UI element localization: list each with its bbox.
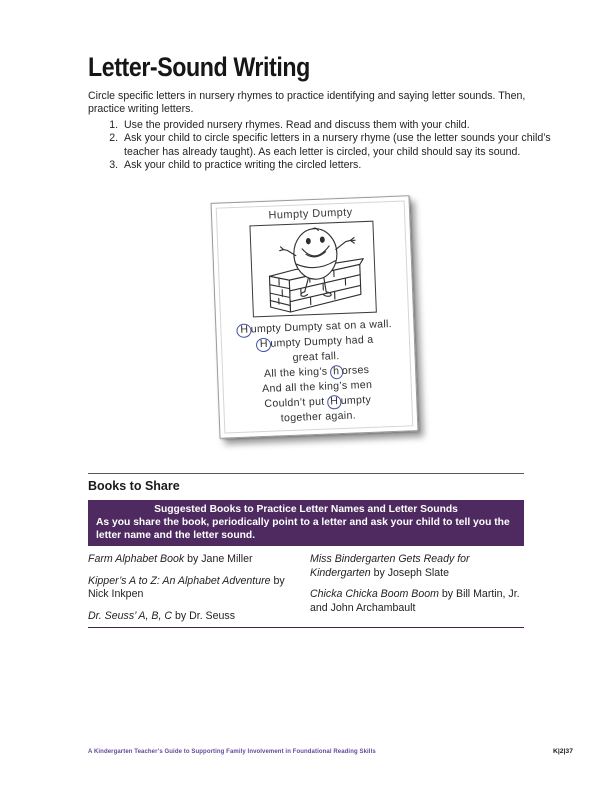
book-author: by Jane Miller (184, 553, 253, 565)
footer-guide-title: A Kindergarten Teacher’s Guide to Supporting Family Involvement in Foundational Reading Skills (88, 749, 376, 755)
book-column (88, 553, 288, 631)
circled-letter: H (327, 395, 342, 410)
rhyme-segment: Couldn’t put (264, 395, 329, 410)
rhyme-segment: together again. (280, 409, 357, 425)
rhyme-segment: orses (341, 363, 370, 377)
circled-letter: H (237, 323, 252, 338)
circled-letter: H (256, 338, 271, 353)
nursery-rhyme-card (211, 195, 419, 438)
book-author: by Nick Inkpen (88, 574, 285, 600)
footer-page-number: K|2|37 (552, 748, 573, 755)
intro-text: Circle specific letters in nursery rhymes to practice identifying and saying letter sounds. Then, practice writing letters. (88, 90, 526, 116)
rhyme-segment: umpty (340, 393, 372, 408)
card-picture-frame (249, 221, 376, 318)
rhyme-segment: And all the king’s men (261, 378, 373, 396)
banner-title: Suggested Books to Practice Letter Names and Letter Sounds (154, 504, 458, 515)
instruction-item: 3. Ask your child to practice writing the circled letters. (121, 159, 559, 172)
books-table-bottom-border (88, 627, 524, 628)
book-author: by Joseph Slate (370, 566, 449, 579)
rhyme-segment: All the king’s (263, 365, 331, 380)
book-item (88, 553, 288, 567)
rhyme-segment: umpty Dumpty had a (270, 333, 374, 350)
page-title: Letter-Sound Writing (88, 52, 310, 82)
rhyme-segment: umpty Dumpty sat on a wall. (250, 318, 393, 336)
rhyme-segment: great fall. (292, 350, 340, 364)
book-author: by Bill Martin, Jr. and John Archambault (310, 588, 520, 614)
book-title: Kipper’s A to Z: An Alphabet Adventure (88, 574, 271, 587)
circled-letter: h (329, 365, 343, 379)
instruction-item: 1. Use the provided nursery rhymes. Read and discuss them with your child. (121, 119, 559, 132)
book-title: Dr. Seuss’ A, B, C (88, 609, 172, 622)
book-item (88, 610, 288, 624)
book-column (310, 553, 524, 631)
banner-body: As you share the book, periodically point to a letter and ask your child to tell you the letter name and the letter sound. (96, 517, 510, 541)
section-divider (88, 473, 524, 474)
book-item (310, 588, 524, 615)
book-title: Miss Bindergarten Gets Ready for Kindergarten (310, 553, 470, 579)
humpty-dumpty-illustration (252, 224, 373, 314)
book-title: Chicka Chicka Boom Boom (310, 588, 439, 600)
book-item (310, 553, 524, 580)
book-item (88, 575, 288, 602)
instructions-list (88, 119, 559, 173)
books-table (88, 553, 524, 631)
card-title: Humpty Dumpty (268, 206, 353, 222)
book-title: Farm Alphabet Book (88, 553, 185, 565)
suggested-books-banner (88, 500, 524, 546)
book-author: by Dr. Seuss (172, 609, 235, 622)
rhyme-text (216, 316, 417, 428)
books-to-share-heading: Books to Share (88, 479, 180, 493)
instruction-item: 2. Ask your child to circle specific letters in a nursery rhyme (use the letter sounds your child’s teacher has already taught). As each letter is circled, your child should say its sound. (121, 132, 559, 159)
